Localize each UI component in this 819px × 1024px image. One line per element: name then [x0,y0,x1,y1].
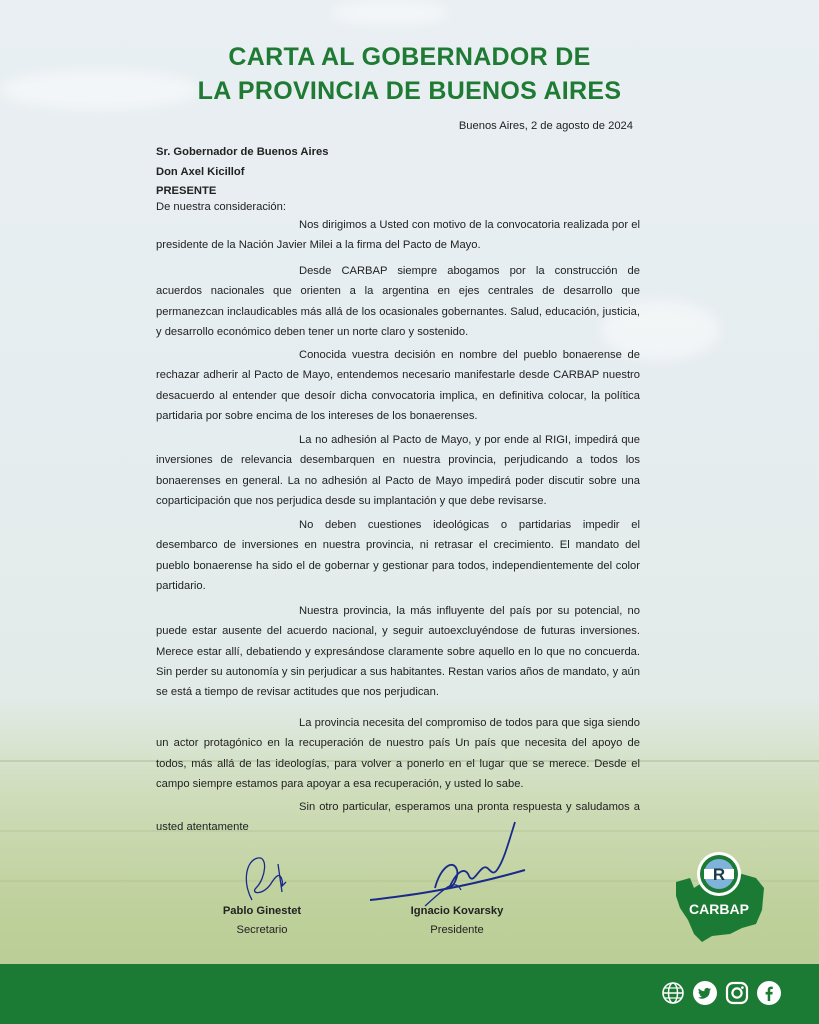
letter-date: Buenos Aires, 2 de agosto de 2024 [458,120,633,132]
recipient-line: PRESENTE [156,185,217,197]
title-line-2: LA PROVINCIA DE BUENOS AIRES [197,77,622,105]
paragraph: Sin otro particular, esperamos una pronta respuesta y saludamos a usted atentamente [156,801,640,834]
signature-block [210,902,314,940]
paragraph: Conocida vuestra decisión en nombre del pueblo bonaerense de rechazar adherir al Pacto de Mayo, entendemos necesario manifestarle desde CARBAP nuestro desacuerdo al entender que desoír dicha convocatoria implica, en definitiva colocar, la política partidaria por sobre encima de los intereses de los bonaerenses. [156,349,640,422]
recipient-line: Sr. Gobernador de Buenos Aires [156,146,329,158]
recipient-block [156,143,328,202]
logo-letter: R [712,865,726,884]
signer-name: Pablo Ginestet [222,905,302,917]
signature-scribble-ginestet [238,852,298,904]
globe-icon[interactable] [661,981,685,1005]
title-line-1: CARTA AL GOBERNADOR DE [228,43,591,71]
signer-role: Secretario [236,924,288,936]
paragraph: Nos dirigimos a Usted con motivo de la convocatoria realizada por el presidente de la Nación Javier Milei a la firma del Pacto de Mayo. [156,219,640,252]
twitter-icon[interactable] [693,981,717,1005]
paragraph: Nuestra provincia, la más influyente del país por su potencial, no puede estar ausente del acuerdo nacional, y seguir autoexcluyéndose de futuras inversiones. Merece estar allí, debatiendo y expresándose claramente sobre aquello en lo que no concuerda. Sin perder su autonomía y sin perjudicar a sus habitantes. Restan varios años de mandato, y aún se está a tiempo de revisar actitudes que nos perjudican. [156,605,640,699]
signature-scribble-kovarsky [365,818,535,913]
paragraph: La provincia necesita del compromiso de todos para que siga siendo un actor protagónico en la recuperación de nuestro país Un país que necesita del apoyo de todos, más allá de las ideologías, para volver a ponerlo en el lugar que se merece. Desde el campo siempre estamos para apoyar a esa recuperación, y usted lo sabe. [156,717,640,790]
logo-text: CARBAP [689,901,749,917]
signature-block [402,902,512,940]
paragraph: La no adhesión al Pacto de Mayo, y por ende al RIGI, impedirá que inversiones de relevancia desembarquen en nuestra provincia, perjudicando a todos los bonaerenses en general. La no adhesión al Pacto de Mayo impedirá poder discutir sobre una coparticipación que nos perjudica desde su implantación y que debe revisarse. [156,434,640,507]
cloud [330,0,450,26]
paragraph: No deben cuestiones ideológicas o partidarias impedir el desembarco de inversiones en nuestra provincia, ni retrasar el crecimiento. El mandato del pueblo bonaerense ha sido el de gobernar y gestionar para todos, independientemente del color partidario. [156,519,640,592]
paragraph: Desde CARBAP siempre abogamos por la construcción de acuerdos nacionales que orienten a la argentina en ejes centrales de desarrollo que permanezcan inclaudicables más allá de los ocasionales gobernantes. Salud, educación, justicia, y desarrollo económico deben tener un norte claro y sostenido. [156,265,640,338]
greeting: De nuestra consideración: [156,201,286,213]
instagram-icon[interactable] [725,981,749,1005]
page-title [0,40,819,108]
facebook-icon[interactable] [757,981,781,1005]
signer-name: Ignacio Kovarsky [410,905,504,917]
carbap-logo [672,848,768,946]
signer-role: Presidente [430,924,484,936]
recipient-line: Don Axel Kicillof [156,165,245,178]
